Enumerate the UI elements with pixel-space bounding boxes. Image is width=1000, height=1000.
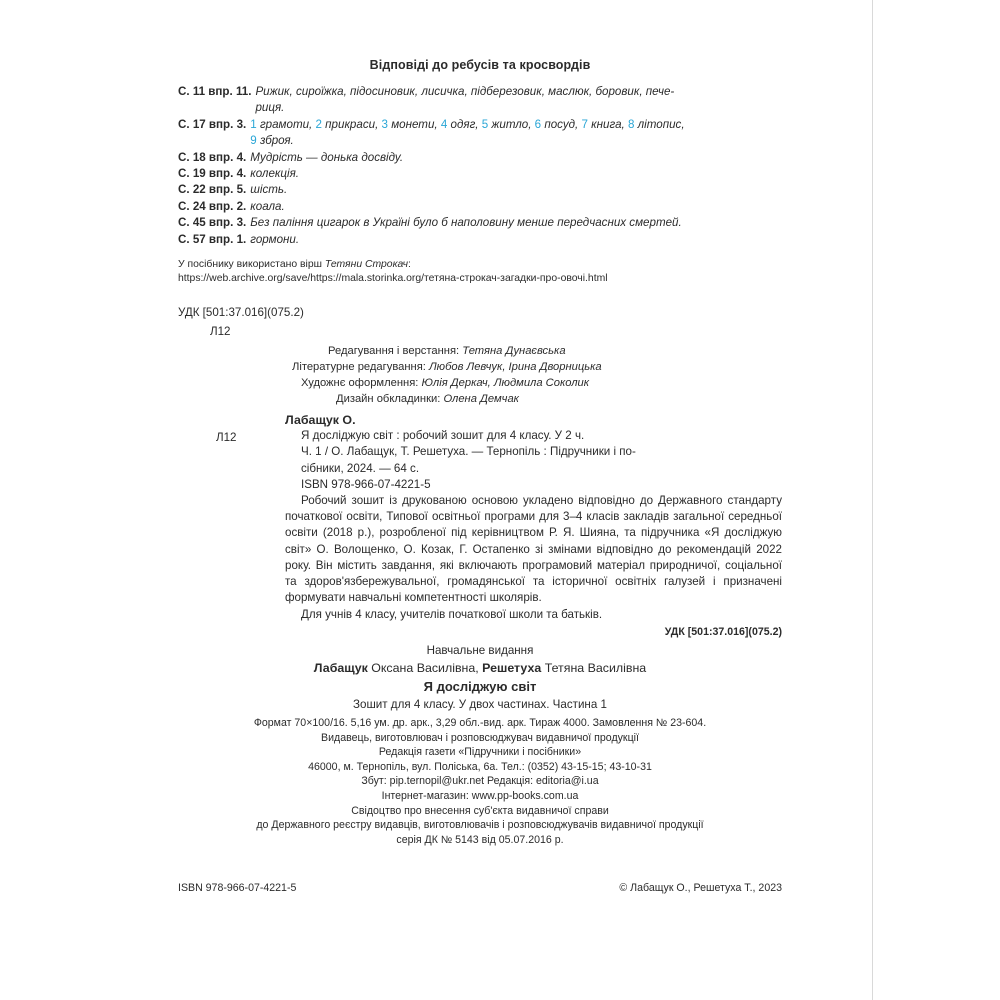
credit-line — [178, 343, 782, 359]
answer-number: 7 — [581, 117, 588, 131]
answer-ref: С. 22 впр. 5. — [178, 183, 247, 197]
credit-label: Редагування і верстання: — [328, 345, 463, 358]
answer-text-line: Рижик, сироїжка, підосиновик, лисичка, підберезовик, маслюк, боровик, пече- — [255, 85, 675, 98]
answer-word: одяг, — [447, 117, 482, 131]
answer-text: Без паління цигарок в Україні було б наполовину менше передчасних смертей. — [250, 216, 682, 230]
answer-number: 4 — [440, 117, 448, 131]
card-line: Я досліджую світ : робочий зошит для 4 класу. У 2 ч. — [301, 429, 585, 443]
answer-text-continuation: риця. — [255, 101, 285, 115]
answer-number: 8 — [627, 117, 635, 131]
source-note-line — [178, 258, 782, 272]
answer-text: Мудрість — донька досвіду. — [250, 150, 404, 164]
book-title: Я досліджую світ — [423, 678, 537, 694]
card-annotation: Робочий зошит із друкованою основою укладено відповідно до Державного стандарту початкової освіти, Типової освітньої програми для 3–4 класів закладів загальної середньої освіти (2018 р.), розробленої під керівництвом Р. Я. Шияна, та підручника «Я досліджую світ» О. Волощенко, О. Козак, Г. Остапенко зі змінами відповідно до рекомендацій 2022 року. Він містить завдання, які включають програмовий матеріал природничої, соціальної та здоров'язбережувальної, громадянської та історичної освітніх галузей і призначені формувати навчальні компетентності школярів. — [285, 494, 782, 605]
card-audience: Для учнів 4 класу, учителів початкової школи та батьків. — [301, 607, 603, 621]
answer-item — [178, 182, 782, 198]
imprint-line: серія ДК № 5143 від 05.07.2016 р. — [396, 833, 564, 846]
card-isbn: ISBN 978-966-07-4221-5 — [301, 477, 431, 491]
answer-number: 1 — [250, 117, 257, 131]
footer-isbn: ISBN 978-966-07-4221-5 — [178, 882, 297, 894]
author-name: Оксана Василівна, — [367, 661, 483, 676]
imprint-line: Формат 70×100/16. 5,16 ум. др. арк., 3,29 обл.-вид. арк. Тираж 4000. Замовлення № 23-604. — [253, 717, 707, 730]
author-surname: Лабащук — [313, 661, 368, 676]
card-code: Л12 — [216, 431, 237, 445]
answer-word: монети, — [387, 117, 441, 131]
book-subtitle: Зошит для 4 класу. У двох частинах. Частина 1 — [353, 698, 607, 712]
answer-ref: С. 17 впр. 3. — [178, 117, 247, 131]
answer-ref: С. 18 впр. 4. — [178, 150, 247, 164]
answer-number: 5 — [481, 117, 489, 131]
answer-text: колекція. — [250, 167, 300, 181]
answer-word: книга, — [587, 117, 628, 131]
credit-names: Олена Демчак — [443, 393, 519, 406]
card-body — [178, 428, 782, 622]
answer-text: шість. — [250, 183, 288, 197]
credit-line — [178, 359, 782, 375]
credit-label: Художнє оформлення: — [301, 377, 422, 390]
imprint-line: до Державного реєстру видавців, виготовлювачів і розповсюджувачів видавничої продукції — [256, 819, 704, 832]
author-code: Л12 — [210, 325, 231, 339]
answer-ref: С. 57 впр. 1. — [178, 232, 247, 246]
credit-label: Дизайн обкладинки: — [336, 393, 444, 406]
card-line: сібники, 2024. — 64 с. — [301, 461, 420, 475]
answer-item — [178, 199, 782, 215]
source-note-suffix: : — [407, 259, 411, 271]
credit-names: Тетяна Дунаєвська — [462, 345, 566, 358]
answers-list — [178, 84, 782, 248]
page-footer — [178, 882, 782, 894]
author-surname: Решетуха — [482, 661, 542, 676]
page-margin — [873, 0, 1000, 1000]
answer-item — [178, 215, 782, 231]
credit-line — [178, 391, 782, 407]
credit-names: Любов Левчук, Ірина Дворницька — [429, 361, 602, 374]
imprint-authors — [178, 661, 782, 676]
imprint-line: Редакція газети «Підручники і посібники» — [378, 746, 582, 759]
page-title: Відповіді до ребусів та кросвордів — [369, 58, 591, 72]
answer-word: прикраси, — [321, 117, 382, 131]
answer-ref: С. 11 впр. 11. — [178, 85, 252, 98]
source-note-author: Тетяни Строкач — [324, 259, 408, 271]
answer-word: грамоти, — [256, 117, 316, 131]
answer-ref: С. 24 впр. 2. — [178, 199, 247, 213]
document-page — [178, 58, 782, 847]
answer-text-continuation — [250, 133, 684, 149]
footer-copyright: © Лабащук О., Решетуха Т., 2023 — [619, 882, 782, 894]
answer-item — [178, 166, 782, 182]
imprint-line: 46000, м. Тернопіль, вул. Поліська, 6а. Тел.: (0352) 43-15-15; 43-10-31 — [308, 760, 652, 773]
answer-number: 9 — [250, 134, 257, 148]
answer-text — [255, 84, 674, 117]
answer-word: житло, — [488, 117, 535, 131]
answer-number: 6 — [534, 117, 542, 131]
answer-text — [250, 117, 684, 150]
udk-code: УДК [501:37.016](075.2) — [178, 306, 304, 320]
answer-text: коала. — [250, 199, 285, 213]
imprint-line: Свідоцтво про внесення суб'єкта видавничої справи — [351, 804, 609, 817]
answer-word: літопис, — [634, 117, 685, 131]
answer-item — [178, 117, 782, 150]
credit-line — [178, 375, 782, 391]
card-line: Ч. 1 / О. Лабащук, Т. Решетуха. — Тернопіль : Підручники і по- — [301, 445, 636, 459]
udk-code-bold: УДК [501:37.016](075.2) — [664, 625, 782, 638]
answer-item — [178, 232, 782, 248]
credits — [178, 343, 782, 407]
credit-label: Літературне редагування: — [292, 361, 429, 374]
catalog-card — [178, 412, 782, 623]
source-url[interactable]: https://web.archive.org/save/https://mala.storinka.org/тетяна-строкач-загадки-про-овочі.html — [178, 273, 608, 285]
answer-number: 2 — [315, 117, 322, 131]
answer-item — [178, 150, 782, 166]
answer-number: 3 — [381, 117, 388, 131]
author-name: Тетяна Василівна — [541, 661, 647, 676]
imprint-line: Видавець, виготовлювач і розповсюджувач видавничої продукції — [321, 731, 639, 744]
answer-ref: С. 45 впр. 3. — [178, 216, 247, 230]
imprint — [178, 644, 782, 848]
answer-word: зброя. — [256, 134, 294, 148]
source-note — [178, 258, 782, 286]
imprint-line: Інтернет-магазин: www.pp-books.com.ua — [381, 790, 579, 803]
answer-ref: С. 19 впр. 4. — [178, 167, 247, 181]
imprint-line: Збут: pip.ternopil@ukr.net Редакція: editoria@i.ua — [361, 775, 599, 788]
source-note-prefix: У посібнику використано вірш — [178, 259, 325, 271]
answer-item — [178, 84, 782, 117]
edition-type: Навчальне видання — [426, 643, 534, 657]
answer-text: гормони. — [250, 232, 300, 246]
credit-names: Юлія Деркач, Людмила Соколик — [421, 377, 590, 390]
card-author: Лабащук О. — [285, 413, 356, 428]
answer-word: посуд, — [541, 117, 582, 131]
